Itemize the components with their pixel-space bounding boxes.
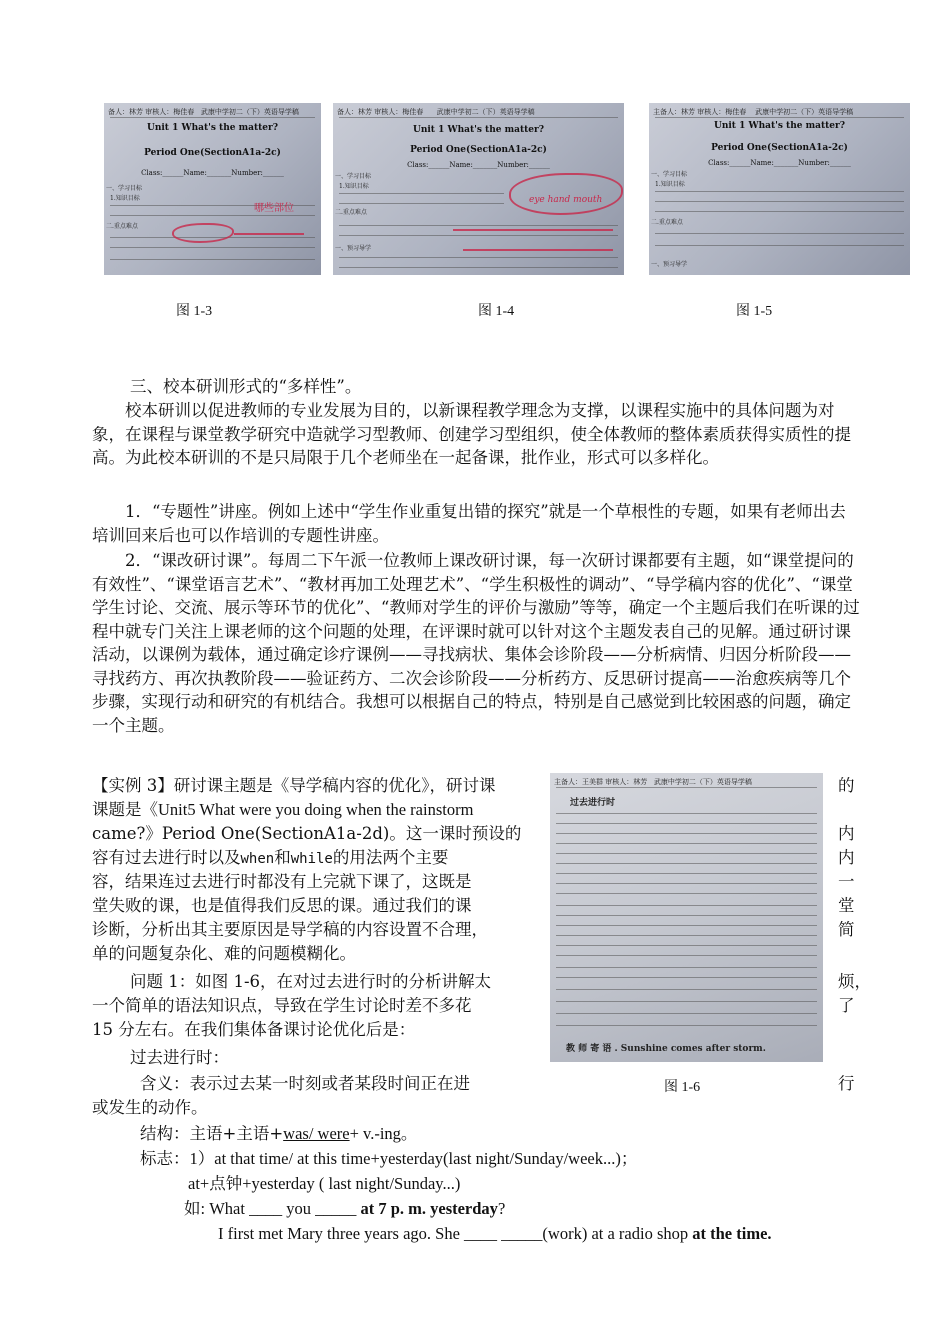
photo-text-line — [556, 967, 817, 968]
photo-paper — [550, 773, 823, 1062]
photo-text-line — [556, 873, 817, 874]
meaning-line: 含义：表示过去某一时刻或者某段时间正在进 — [140, 1074, 470, 1093]
example-sentence-text: 如: What ____ you _____ — [184, 1199, 361, 1218]
photo-text-line — [339, 193, 504, 194]
handwriting-annotation: 哪些部位 — [254, 203, 294, 214]
photo-text-line — [556, 945, 817, 946]
photo-rule — [655, 117, 904, 118]
photo-text-line — [556, 883, 817, 884]
paragraph-lecture: 1．“专题性”讲座。例如上述中“学生作业重复出错的探究”就是一个草根性的专题，如果有老师出去培训回来后也可以作培训的专题性讲座。 — [92, 502, 846, 545]
photo-text-line — [339, 203, 504, 204]
figure-caption: 图 1-6 — [664, 1080, 701, 1095]
photo-text-line — [556, 1001, 817, 1002]
photo-text-line — [556, 955, 817, 956]
photo-text-line — [556, 905, 817, 906]
signal-words-line: 标志：1）at that time/ at this time+yesterday(last night/Sunday/week...)； — [140, 1149, 638, 1168]
handwriting-stroke — [463, 249, 613, 251]
keyword-while: while — [290, 851, 333, 867]
structure-line — [140, 1122, 417, 1146]
photo-header: 备人：林芳 审核人：梅佳春 武康中学初二（下）英语导学稿 — [337, 108, 535, 116]
question-line-tail: 了 — [838, 996, 855, 1015]
example-line: 【实例 3】研讨课主题是《导学稿内容的优化》，研讨课 — [92, 776, 496, 795]
question-line: 一个简单的语法知识点，导致在学生讨论时差不多花 — [92, 996, 472, 1015]
photo-text-line — [110, 247, 315, 248]
example-sentence — [184, 1197, 505, 1221]
photo-text-line — [556, 977, 817, 978]
example-text: 和 — [274, 848, 291, 867]
example-sentence-bold: at the time. — [692, 1224, 772, 1243]
photo-text-line — [655, 245, 904, 246]
past-continuous-heading: 过去进行时： — [130, 1048, 229, 1067]
example-sentence-text: ? — [497, 1199, 506, 1218]
example-line: 堂失败的课，也是值得我们反思的课。通过我们的课 — [92, 896, 472, 915]
question-line: 问题 1：如图 1-6，在对过去进行时的分析讲解太 — [130, 972, 492, 991]
figure-1-4-photo — [333, 103, 624, 275]
example-line: 单的问题复杂化、难的问题模糊化。 — [92, 944, 356, 963]
example-line: came?》Period One(SectionA1a-2d)。这一课时预设的 — [92, 824, 522, 843]
photo-section: 二.重点难点 — [106, 223, 138, 230]
photo-text-line — [339, 225, 618, 226]
figure-caption: 图 1-3 — [176, 304, 213, 319]
photo-rule — [556, 787, 817, 788]
photo-subtitle: Period One(SectionA1a-2c) — [410, 145, 547, 155]
photo-rule — [110, 117, 315, 118]
photo-text-line — [556, 1013, 817, 1014]
example-line-tail: 简 — [838, 920, 855, 939]
question-line-tail: 烦， — [838, 972, 871, 991]
photo-heading: 过去进行时 — [570, 798, 616, 808]
photo-text-line — [556, 893, 817, 894]
example-text: 的用法两个主要 — [332, 848, 449, 867]
example-line-tail: 内 — [838, 824, 855, 843]
photo-text-line — [556, 1025, 817, 1026]
photo-text-line — [339, 257, 618, 258]
photo-text-line — [655, 211, 904, 212]
question-line: 15 分左右。在我们集体备课讨论优化后是： — [92, 1020, 416, 1039]
photo-title: Unit 1 What's the matter? — [412, 125, 545, 135]
photo-header: 主备人：王美群 审核人：林芳 武康中学初二（下）英语导学稿 — [554, 778, 752, 786]
photo-text-line — [339, 235, 618, 236]
photo-text-line — [655, 191, 904, 192]
photo-section: 二.重点难点 — [651, 219, 683, 226]
example-text: 容有过去进行时以及 — [92, 848, 241, 867]
paragraph-research-class: 2．“课改研讨课”。每周二下午派一位教师上课改研讨课，每一次研讨课都要有主题，如“课堂提问的有效性”、“课堂语言艺术”、“教材再加工处理艺术”、“学生积极性的调动”、“导学稿内容的优化”、“课堂学生讨论、交流、展示等环节的优化”、“教师对学生的评价与激励”等等，确定一个主题后我们在听课的过程中就专门关注上课老师的这个问题的处理，在评课时就可以针对这个主题发表自己的见解。通过研讨课活动，以课例为载体，通过确定诊疗课例——寻找病状、集体会诊阶段——分析病情、归因分析阶段——寻找药方、再次执教阶段——验证药方、二次会诊阶段——分析药方、反思研讨提高——治愈疾病等几个步骤，实现行动和研究的有机结合。我想可以根据自己的特点，特别是自己感觉到比较困惑的问题，确定一个主题。 — [92, 551, 860, 735]
photo-section: 一、学习目标 — [335, 173, 372, 180]
photo-text-line — [110, 215, 315, 216]
meaning-line: 或发生的动作。 — [92, 1098, 208, 1117]
figure-caption: 图 1-5 — [736, 304, 773, 319]
example-sentence-text: I first met Mary three years ago. She ____ _____(work) at a radio shop — [218, 1224, 693, 1243]
structure-underlined: was/ were — [283, 1124, 350, 1143]
photo-subtitle: Period One(SectionA1a-2c) — [144, 148, 281, 158]
paragraph-intro: 校本研训以促进教师的专业发展为目的，以新课程教学理念为支撑，以课程实施中的具体问题为对象，在课程与课堂教学研究中造就学习型教师、创建学习型组织，使全体教师的整体素质获得实质性的提高。为此校本研训的不是只局限于几个老师坐在一起备课，批作业，形式可以多样化。 — [92, 401, 851, 467]
photo-text-line — [556, 915, 817, 916]
photo-text-line — [556, 863, 817, 864]
photo-rule — [339, 117, 618, 118]
photo-header: 主备人：林芳 审核人：梅佳春 武康中学初二（下）英语导学稿 — [653, 108, 854, 116]
photo-section: 一、预习导学 — [651, 261, 688, 268]
photo-text-line — [556, 833, 817, 834]
photo-subsection: 1.知识目标 — [655, 181, 685, 188]
meaning-line-tail: 行 — [838, 1074, 855, 1093]
figure-1-3-photo — [104, 103, 321, 275]
figure-caption: 图 1-4 — [478, 304, 515, 319]
photo-title: Unit 1 What's the matter? — [146, 123, 279, 133]
example-line-tail: 内 — [838, 848, 855, 867]
example-sentence-bold: at 7 p. m. yesterday — [360, 1199, 498, 1218]
section-title: 三、校本研训形式的“多样性”。 — [130, 377, 362, 396]
example-line-tail: 一 — [838, 872, 855, 891]
photo-subsection: 1.知识目标 — [110, 195, 140, 202]
photo-section: 二.重点难点 — [335, 209, 367, 216]
photo-fields: Class:______Name:_______Number:______ — [141, 169, 284, 177]
example-line: 诊断，分析出其主要原因是导学稿的内容设置不合理， — [92, 920, 488, 939]
example-line-tail: 的 — [838, 776, 855, 795]
photo-section: 一、预习导学 — [335, 245, 372, 252]
photo-text-line — [655, 201, 904, 202]
photo-text-line — [556, 843, 817, 844]
figure-1-5-photo — [649, 103, 910, 275]
example-line-tail: 堂 — [838, 896, 855, 915]
photo-text-line — [556, 989, 817, 990]
photo-text-line — [556, 813, 817, 814]
photo-fields: Class:______Name:_______Number:______ — [407, 161, 550, 169]
example-sentence — [218, 1222, 772, 1246]
structure-text: 结构：主语+主语+ — [140, 1124, 284, 1143]
example-line: 课题是《Unit5 What were you doing when the rainstorm — [92, 800, 474, 819]
photo-text-line — [556, 853, 817, 854]
example-line: 容，结果连过去进行时都没有上完就下课了，这既是 — [92, 872, 472, 891]
structure-text: + v.-ing。 — [349, 1124, 418, 1143]
handwriting-annotation: eye hand mouth — [529, 195, 603, 205]
photo-text-line — [556, 925, 817, 926]
photo-section: 一、学习目标 — [651, 171, 688, 178]
photo-title: Unit 1 What's the matter? — [713, 121, 846, 131]
signal-words-line: at+点钟+yesterday ( last night/Sunday...) — [188, 1174, 461, 1193]
handwriting-stroke — [453, 229, 613, 231]
photo-fields: Class:______Name:_______Number:______ — [708, 159, 851, 167]
photo-text-line — [655, 233, 904, 234]
photo-footer: 教 师 寄 语 . Sunshine comes after storm. — [566, 1044, 766, 1054]
photo-text-line — [556, 823, 817, 824]
example-line — [92, 846, 448, 872]
photo-subtitle: Period One(SectionA1a-2c) — [711, 143, 848, 153]
photo-text-line — [110, 259, 315, 260]
photo-header: 备人：林芳 审核人：梅佳春 武康中学初二（下）英语导学稿 — [108, 108, 299, 116]
keyword-when: when — [240, 851, 275, 867]
photo-text-line — [339, 267, 618, 268]
photo-subsection: 1.知识目标 — [339, 183, 369, 190]
handwriting-stroke — [234, 233, 304, 235]
photo-section: 一、学习目标 — [106, 185, 143, 192]
photo-text-line — [556, 935, 817, 936]
figure-1-6-photo — [550, 773, 823, 1062]
